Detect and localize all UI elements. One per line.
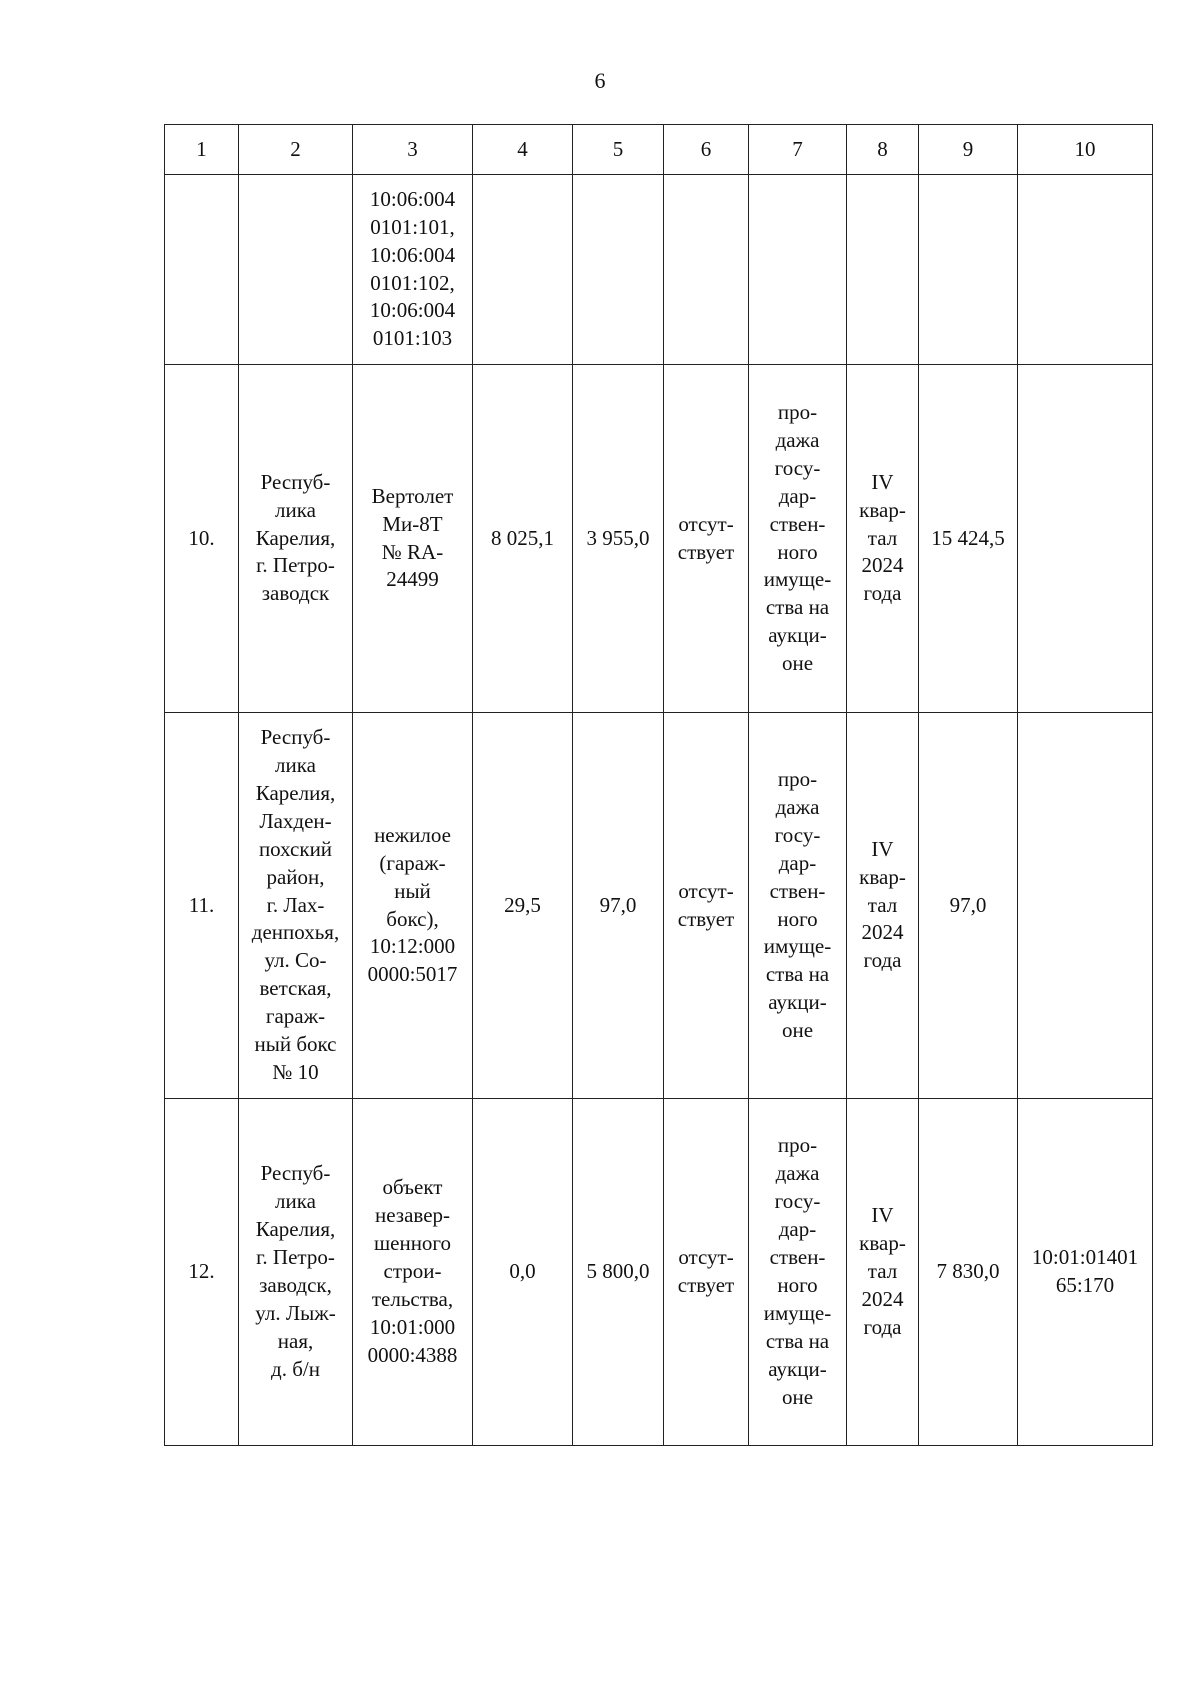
property-table	[164, 124, 1153, 1446]
table-cell: 10:01:01401 65:170	[1018, 1099, 1153, 1446]
table-cell: 15 424,5	[919, 365, 1018, 713]
table-cell: 10:06:004 0101:101, 10:06:004 0101:102, 10:06:004 0101:103	[353, 175, 473, 365]
table-cell: IV квар- тал 2024 года	[847, 713, 919, 1099]
table-cell: 97,0	[573, 713, 664, 1099]
table-row	[165, 175, 1153, 365]
table-cell: IV квар- тал 2024 года	[847, 1099, 919, 1446]
table-cell	[239, 175, 353, 365]
table-cell	[1018, 175, 1153, 365]
column-header-10: 10	[1018, 125, 1153, 175]
table-cell: 3 955,0	[573, 365, 664, 713]
table-row	[165, 1099, 1153, 1446]
table-cell: 10.	[165, 365, 239, 713]
column-header-8: 8	[847, 125, 919, 175]
table-cell: 11.	[165, 713, 239, 1099]
table-cell: Вертолет Ми-8Т № RA- 24499	[353, 365, 473, 713]
table-cell: Респуб- лика Карелия, г. Петро- заводск, ул. Лыж- ная, д. б/н	[239, 1099, 353, 1446]
table-cell: 12.	[165, 1099, 239, 1446]
column-header-6: 6	[664, 125, 749, 175]
column-header-3: 3	[353, 125, 473, 175]
table-cell: 29,5	[473, 713, 573, 1099]
column-header-1: 1	[165, 125, 239, 175]
table-cell: отсут- ствует	[664, 713, 749, 1099]
table-cell	[847, 175, 919, 365]
column-header-2: 2	[239, 125, 353, 175]
table-cell: Респуб- лика Карелия, Лахден- похский район, г. Лах- денпохья, ул. Со- ветская, гараж- ный бокс № 10	[239, 713, 353, 1099]
table-cell: нежилое (гараж- ный бокс), 10:12:000 0000:5017	[353, 713, 473, 1099]
table-cell	[919, 175, 1018, 365]
table-cell: 97,0	[919, 713, 1018, 1099]
table-cell	[1018, 713, 1153, 1099]
column-header-5: 5	[573, 125, 664, 175]
table-cell	[1018, 365, 1153, 713]
column-header-4: 4	[473, 125, 573, 175]
table-cell: объект незавер- шенного строи- тельства, 10:01:000 0000:4388	[353, 1099, 473, 1446]
table-cell: 8 025,1	[473, 365, 573, 713]
table-cell: про- дажа госу- дар- ствен- ного имуще- ства на аукци- оне	[749, 713, 847, 1099]
header-row	[165, 125, 1153, 175]
table-cell: 0,0	[473, 1099, 573, 1446]
table-cell	[165, 175, 239, 365]
table-cell: про- дажа госу- дар- ствен- ного имуще- ства на аукци- оне	[749, 365, 847, 713]
table-cell: 5 800,0	[573, 1099, 664, 1446]
table-cell	[573, 175, 664, 365]
table-row	[165, 713, 1153, 1099]
table-cell	[749, 175, 847, 365]
table-cell: IV квар- тал 2024 года	[847, 365, 919, 713]
table-cell: Респуб- лика Карелия, г. Петро- заводск	[239, 365, 353, 713]
table-cell: отсут- ствует	[664, 1099, 749, 1446]
page-number: 6	[594, 68, 606, 93]
column-header-7: 7	[749, 125, 847, 175]
table-cell	[473, 175, 573, 365]
table-cell: 7 830,0	[919, 1099, 1018, 1446]
table-cell: отсут- ствует	[664, 365, 749, 713]
column-header-9: 9	[919, 125, 1018, 175]
table-cell: про- дажа госу- дар- ствен- ного имуще- ства на аукци- оне	[749, 1099, 847, 1446]
table-row	[165, 365, 1153, 713]
table-cell	[664, 175, 749, 365]
